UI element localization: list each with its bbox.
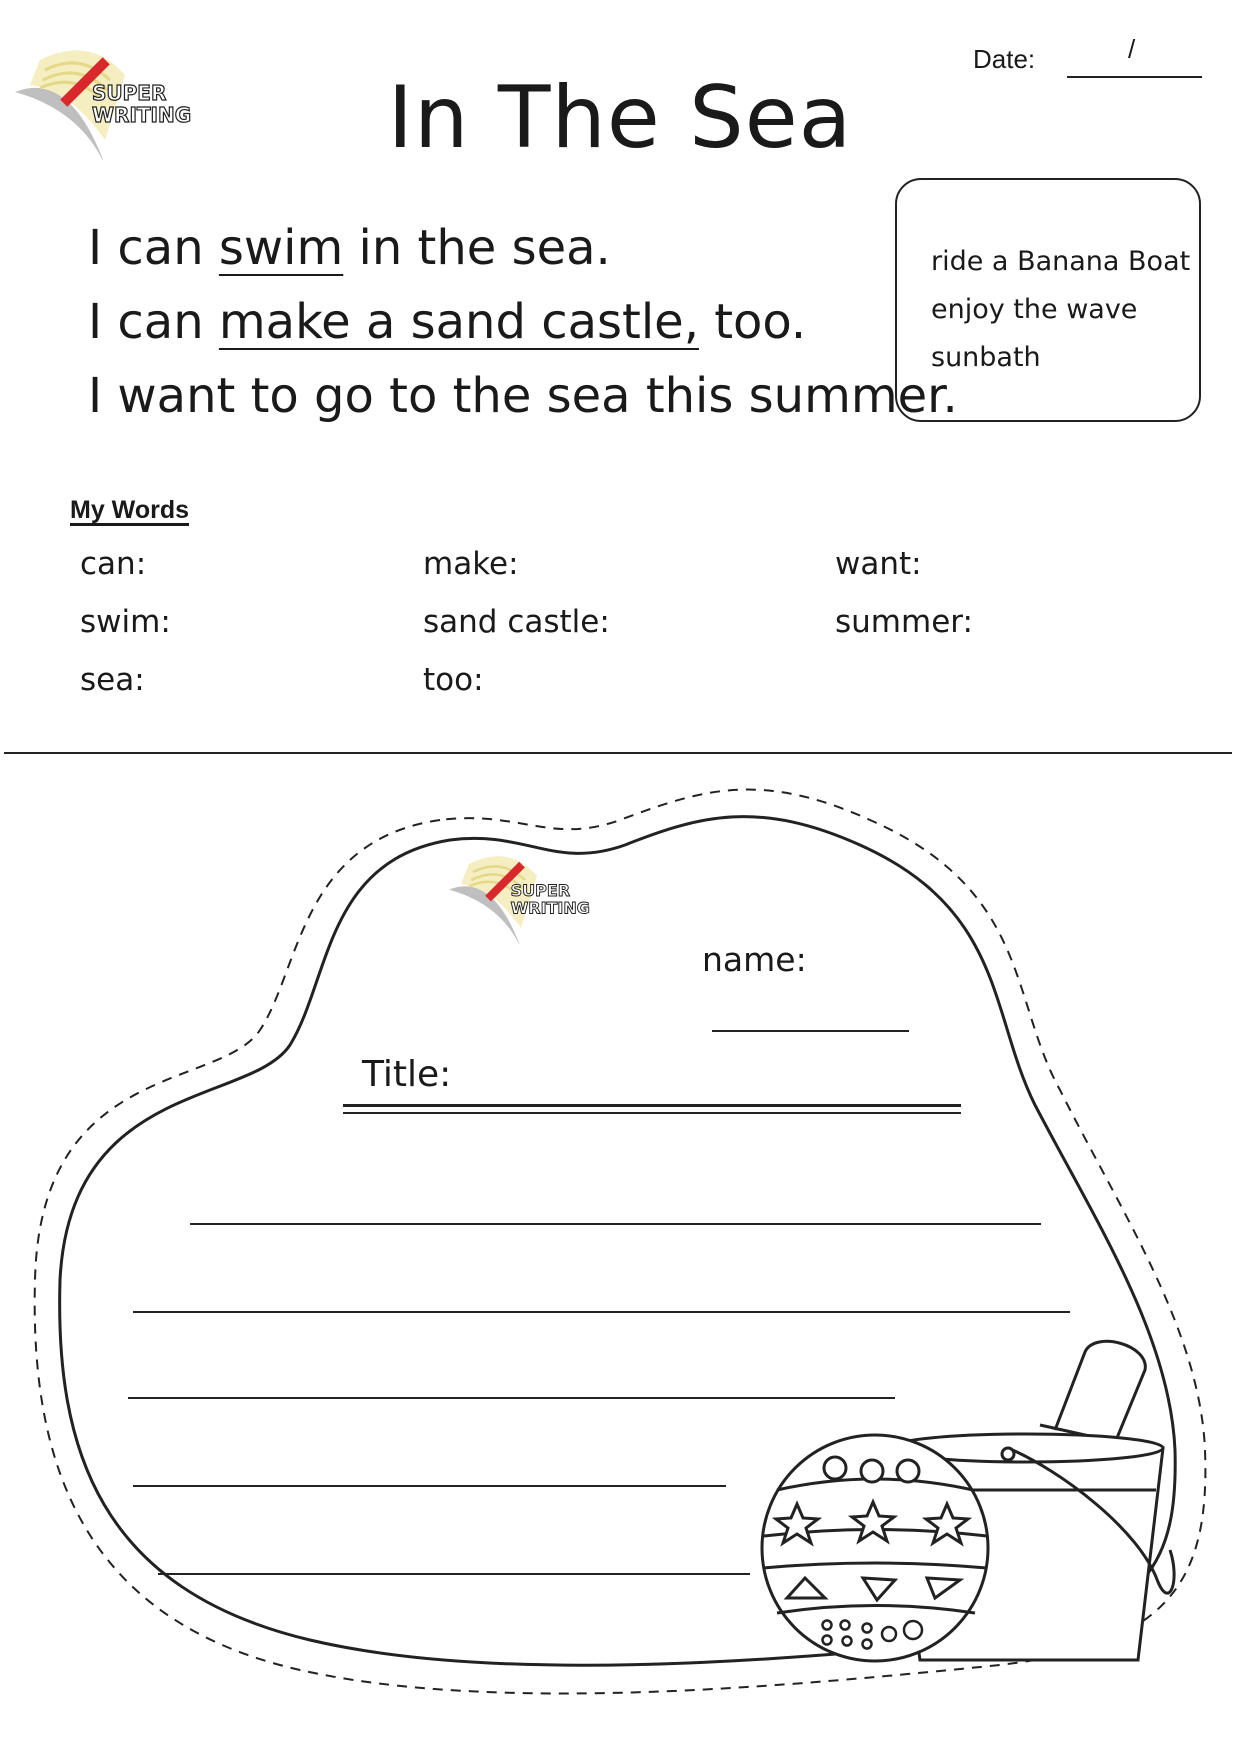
sentence-prefix: I can: [88, 294, 219, 350]
super-writing-logo: [445, 840, 605, 944]
writing-line[interactable]: [190, 1223, 1041, 1225]
sentence-suffix: too.: [698, 294, 807, 350]
date-separator: /: [1128, 34, 1136, 64]
sentence-3: [88, 368, 958, 424]
word-bank-box: [895, 178, 1201, 422]
date-label: Date:: [973, 44, 1036, 74]
sentence-prefix: I can: [88, 220, 219, 276]
vocab-item: want:: [835, 546, 922, 582]
vocab-item: make:: [423, 546, 519, 582]
vocab-item: swim:: [80, 604, 171, 640]
word-bank-item: ride a Banana Boat: [931, 246, 1191, 277]
writing-line[interactable]: [133, 1485, 726, 1487]
title-input-line[interactable]: [343, 1104, 961, 1107]
word-bank-item: sunbath: [931, 342, 1041, 373]
page-title: In The Sea: [387, 68, 853, 168]
writing-line[interactable]: [158, 1573, 750, 1575]
writing-line[interactable]: [133, 1311, 1070, 1313]
logo-text-line1: SUPER: [92, 81, 167, 105]
sentence-text: I want to go to the sea this summer.: [88, 368, 958, 424]
sentence-1: [88, 220, 611, 276]
name-input-line[interactable]: [712, 1030, 909, 1032]
sentence-2: [88, 294, 806, 350]
logo-text-line2: WRITING: [92, 103, 192, 127]
vocab-item: summer:: [835, 604, 973, 640]
section-divider: [4, 752, 1232, 754]
title-underline-second: [343, 1112, 961, 1114]
sentence-underlined-phrase: swim: [218, 220, 344, 276]
vocab-item: can:: [80, 546, 147, 582]
vocab-item: too:: [423, 662, 484, 698]
sentence-underlined-phrase: make a sand castle,: [218, 294, 699, 350]
writing-line[interactable]: [128, 1397, 895, 1399]
vocab-item: sand castle:: [423, 604, 610, 640]
word-bank-item: enjoy the wave: [931, 294, 1138, 325]
title-label: Title:: [362, 1054, 452, 1095]
sentence-suffix: in the sea.: [343, 220, 611, 276]
beach-ball-icon: [755, 1428, 995, 1668]
vocab-item: sea:: [80, 662, 145, 698]
my-words-heading: My Words: [70, 496, 189, 524]
logo-text-line1: SUPER: [510, 881, 571, 900]
name-label: name:: [702, 940, 807, 979]
logo-text-line2: WRITING: [510, 898, 590, 918]
